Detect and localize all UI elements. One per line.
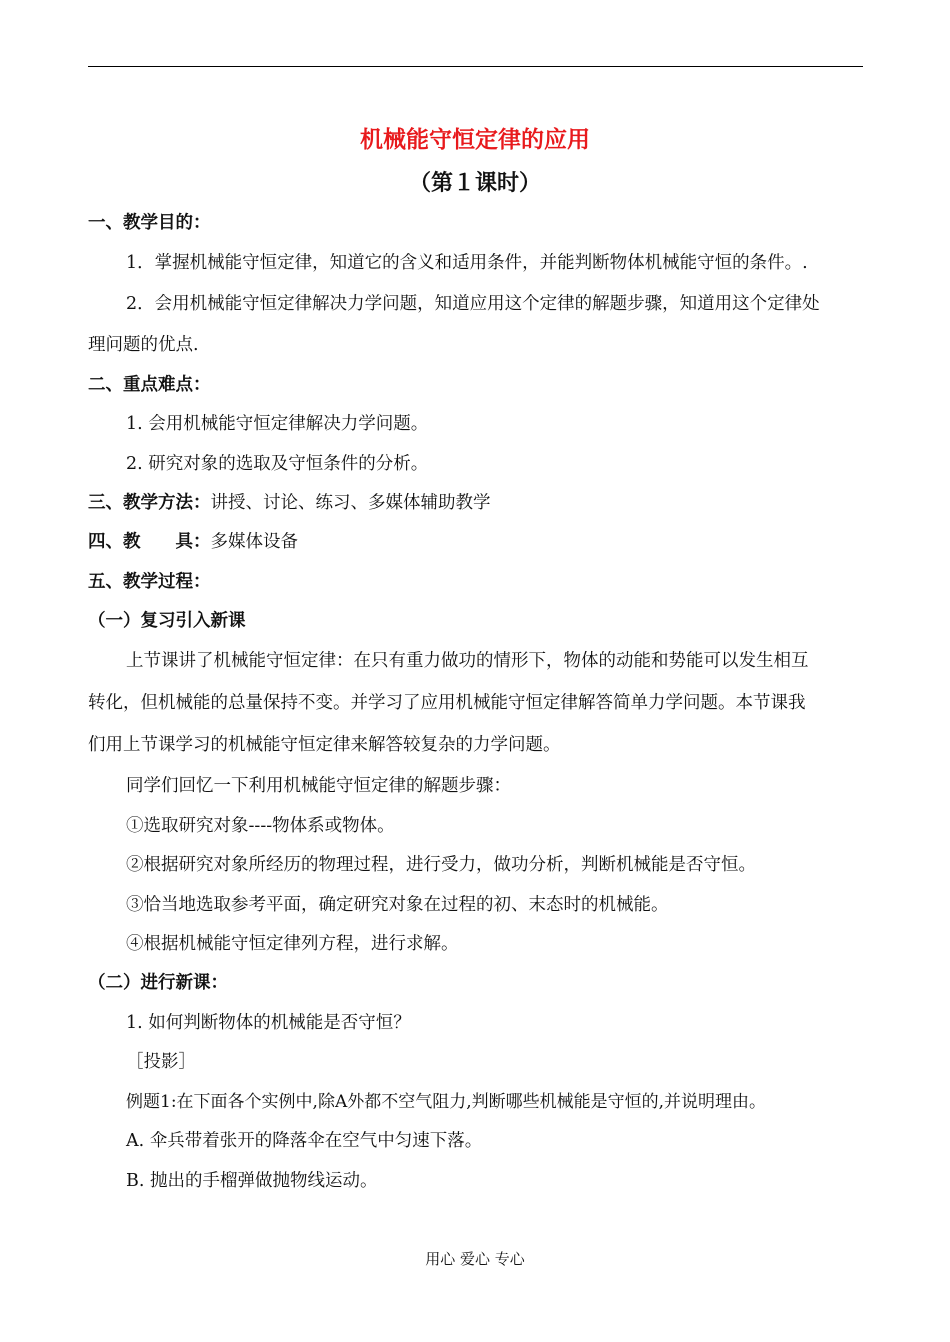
section-text: 讲授、讨论、练习、多媒体辅助教学 bbox=[210, 493, 491, 513]
section-heading: 四、教 具： bbox=[88, 532, 211, 552]
subsection-heading: （二）进行新课： bbox=[88, 973, 228, 993]
option-item: B. 抛出的手榴弹做抛物线运动。 bbox=[126, 1171, 378, 1191]
document-subtitle: （第１课时） bbox=[408, 171, 541, 196]
option-item: A. 伞兵带着张开的降落伞在空气中匀速下落。 bbox=[126, 1131, 483, 1151]
section-heading: 五、教学过程： bbox=[88, 572, 211, 592]
paragraph-line: 1. 会用机械能守恒定律解决力学问题。 bbox=[126, 414, 429, 434]
document-title: 机械能守恒定律的应用 bbox=[360, 127, 590, 153]
step-item: ①选取研究对象----物体系或物体。 bbox=[126, 816, 395, 836]
header-rule bbox=[88, 66, 863, 67]
section-heading: 一、教学目的： bbox=[88, 213, 211, 233]
step-item: ③恰当地选取参考平面，确定研究对象在过程的初、末态时的机械能。 bbox=[126, 895, 669, 915]
subsection-heading: （一）复习引入新课 bbox=[88, 611, 246, 631]
paragraph-line: 同学们回忆一下利用机械能守恒定律的解题步骤： bbox=[126, 776, 511, 796]
section-text: 多媒体设备 bbox=[210, 532, 298, 552]
paragraph-line: 转化，但机械能的总量保持不变。并学习了应用机械能守恒定律解答简单力学问题。本节课我 bbox=[88, 693, 806, 713]
paragraph-line: 们用上节课学习的机械能守恒定律来解答较复杂的力学问题。 bbox=[88, 735, 561, 755]
section-line bbox=[88, 530, 298, 554]
paragraph-line: 1．掌握机械能守恒定律，知道它的含义和适用条件，并能判断物体机械能守恒的条件。. bbox=[126, 253, 808, 273]
paragraph-line: ［投影］ bbox=[126, 1052, 196, 1072]
section-heading: 三、教学方法： bbox=[88, 493, 211, 513]
paragraph-line: 2．会用机械能守恒定律解决力学问题，知道应用这个定律的解题步骤，知道用这个定律处 bbox=[126, 294, 820, 314]
step-item: ②根据研究对象所经历的物理过程，进行受力，做功分析，判断机械能是否守恒。 bbox=[126, 855, 756, 875]
page-footer: 用心 爱心 专心 bbox=[425, 1250, 525, 1268]
paragraph-line: 2. 研究对象的选取及守恒条件的分析。 bbox=[126, 454, 429, 474]
paragraph-line: 理问题的优点. bbox=[88, 335, 199, 355]
paragraph-line: 1. 如何判断物体的机械能是否守恒？ bbox=[126, 1013, 411, 1033]
section-line bbox=[88, 491, 491, 515]
paragraph-line: 上节课讲了机械能守恒定律：在只有重力做功的情形下，物体的动能和势能可以发生相互 bbox=[126, 651, 809, 671]
example-question: 例题1:在下面各个实例中,除A外都不空气阻力,判断哪些机械能是守恒的,并说明理由。 bbox=[126, 1092, 767, 1112]
step-item: ④根据机械能守恒定律列方程，进行求解。 bbox=[126, 934, 459, 954]
section-heading: 二、重点难点： bbox=[88, 375, 211, 395]
